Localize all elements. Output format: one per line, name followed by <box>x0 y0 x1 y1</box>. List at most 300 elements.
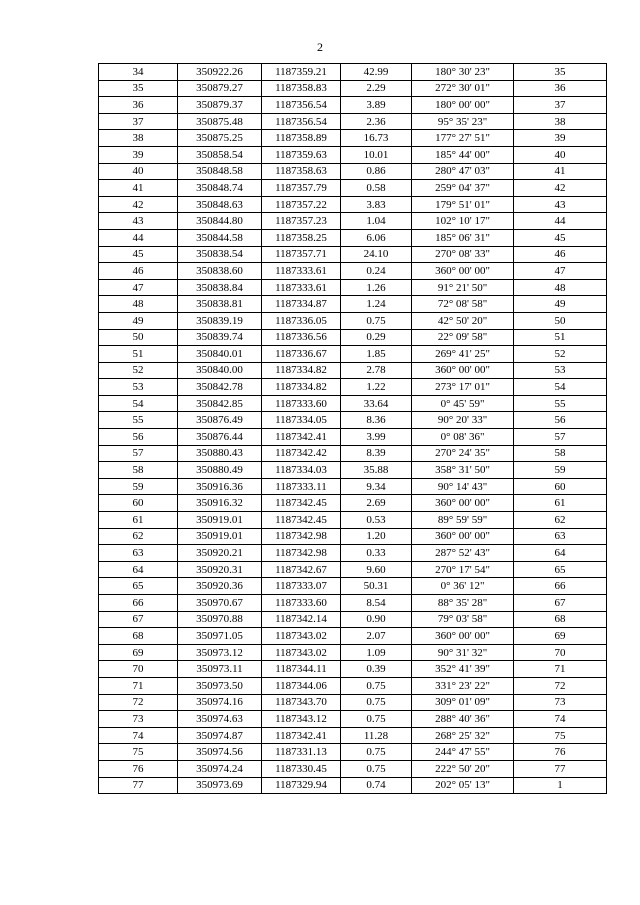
x-coordinate-cell: 350858.54 <box>178 146 262 163</box>
point-number-cell: 36 <box>99 97 178 114</box>
table-row <box>99 346 607 363</box>
point-number-cell: 34 <box>99 64 178 81</box>
distance-cell: 0.75 <box>341 711 412 728</box>
bearing-cell: 270° 17' 54" <box>412 561 514 578</box>
table-row <box>99 644 607 661</box>
table-row <box>99 130 607 147</box>
x-coordinate-cell: 350916.36 <box>178 478 262 495</box>
point-number-cell: 49 <box>99 312 178 329</box>
point-number-cell: 38 <box>99 130 178 147</box>
y-coordinate-cell: 1187334.82 <box>262 379 341 396</box>
next-point-cell: 62 <box>514 512 607 529</box>
bearing-cell: 22° 09' 58" <box>412 329 514 346</box>
bearing-cell: 72° 08' 58" <box>412 296 514 313</box>
distance-cell: 8.54 <box>341 595 412 612</box>
next-point-cell: 63 <box>514 528 607 545</box>
bearing-cell: 287° 52' 43" <box>412 545 514 562</box>
y-coordinate-cell: 1187357.79 <box>262 180 341 197</box>
x-coordinate-cell: 350922.26 <box>178 64 262 81</box>
distance-cell: 11.28 <box>341 727 412 744</box>
bearing-cell: 309° 01' 09" <box>412 694 514 711</box>
bearing-cell: 180° 00' 00" <box>412 97 514 114</box>
next-point-cell: 59 <box>514 462 607 479</box>
point-number-cell: 72 <box>99 694 178 711</box>
y-coordinate-cell: 1187334.82 <box>262 362 341 379</box>
y-coordinate-cell: 1187331.13 <box>262 744 341 761</box>
next-point-cell: 77 <box>514 760 607 777</box>
y-coordinate-cell: 1187330.45 <box>262 760 341 777</box>
y-coordinate-cell: 1187342.41 <box>262 429 341 446</box>
x-coordinate-cell: 350970.67 <box>178 595 262 612</box>
point-number-cell: 45 <box>99 246 178 263</box>
x-coordinate-cell: 350974.63 <box>178 711 262 728</box>
table-row <box>99 661 607 678</box>
y-coordinate-cell: 1187358.63 <box>262 163 341 180</box>
next-point-cell: 72 <box>514 677 607 694</box>
table-row <box>99 229 607 246</box>
y-coordinate-cell: 1187343.02 <box>262 644 341 661</box>
next-point-cell: 67 <box>514 595 607 612</box>
point-number-cell: 51 <box>99 346 178 363</box>
bearing-cell: 91° 21' 50" <box>412 279 514 296</box>
point-number-cell: 56 <box>99 429 178 446</box>
next-point-cell: 52 <box>514 346 607 363</box>
distance-cell: 0.58 <box>341 180 412 197</box>
bearing-cell: 88° 35' 28" <box>412 595 514 612</box>
x-coordinate-cell: 350838.54 <box>178 246 262 263</box>
x-coordinate-cell: 350973.12 <box>178 644 262 661</box>
point-number-cell: 57 <box>99 445 178 462</box>
point-number-cell: 50 <box>99 329 178 346</box>
bearing-cell: 185° 44' 00" <box>412 146 514 163</box>
x-coordinate-cell: 350844.58 <box>178 229 262 246</box>
next-point-cell: 55 <box>514 395 607 412</box>
x-coordinate-cell: 350919.01 <box>178 528 262 545</box>
point-number-cell: 60 <box>99 495 178 512</box>
next-point-cell: 50 <box>514 312 607 329</box>
table-row <box>99 279 607 296</box>
point-number-cell: 77 <box>99 777 178 794</box>
y-coordinate-cell: 1187358.89 <box>262 130 341 147</box>
x-coordinate-cell: 350840.00 <box>178 362 262 379</box>
y-coordinate-cell: 1187356.54 <box>262 113 341 130</box>
table-row <box>99 611 607 628</box>
point-number-cell: 52 <box>99 362 178 379</box>
x-coordinate-cell: 350920.21 <box>178 545 262 562</box>
y-coordinate-cell: 1187342.45 <box>262 495 341 512</box>
point-number-cell: 68 <box>99 628 178 645</box>
x-coordinate-cell: 350973.50 <box>178 677 262 694</box>
y-coordinate-cell: 1187334.03 <box>262 462 341 479</box>
point-number-cell: 35 <box>99 80 178 97</box>
distance-cell: 3.99 <box>341 429 412 446</box>
y-coordinate-cell: 1187342.42 <box>262 445 341 462</box>
point-number-cell: 65 <box>99 578 178 595</box>
bearing-cell: 360° 00' 00" <box>412 362 514 379</box>
table-row <box>99 711 607 728</box>
y-coordinate-cell: 1187333.60 <box>262 595 341 612</box>
x-coordinate-cell: 350839.74 <box>178 329 262 346</box>
y-coordinate-cell: 1187334.87 <box>262 296 341 313</box>
next-point-cell: 44 <box>514 213 607 230</box>
y-coordinate-cell: 1187358.83 <box>262 80 341 97</box>
next-point-cell: 43 <box>514 196 607 213</box>
y-coordinate-cell: 1187336.56 <box>262 329 341 346</box>
x-coordinate-cell: 350974.16 <box>178 694 262 711</box>
point-number-cell: 43 <box>99 213 178 230</box>
point-number-cell: 75 <box>99 744 178 761</box>
bearing-cell: 42° 50' 20" <box>412 312 514 329</box>
table-row <box>99 395 607 412</box>
distance-cell: 0.90 <box>341 611 412 628</box>
x-coordinate-cell: 350875.48 <box>178 113 262 130</box>
y-coordinate-cell: 1187342.45 <box>262 512 341 529</box>
distance-cell: 0.24 <box>341 263 412 280</box>
next-point-cell: 38 <box>514 113 607 130</box>
next-point-cell: 47 <box>514 263 607 280</box>
x-coordinate-cell: 350880.43 <box>178 445 262 462</box>
distance-cell: 0.33 <box>341 545 412 562</box>
x-coordinate-cell: 350876.44 <box>178 429 262 446</box>
table-row <box>99 512 607 529</box>
bearing-cell: 180° 30' 23" <box>412 64 514 81</box>
x-coordinate-cell: 350848.58 <box>178 163 262 180</box>
distance-cell: 8.39 <box>341 445 412 462</box>
point-number-cell: 64 <box>99 561 178 578</box>
point-number-cell: 44 <box>99 229 178 246</box>
x-coordinate-cell: 350838.81 <box>178 296 262 313</box>
y-coordinate-cell: 1187358.25 <box>262 229 341 246</box>
y-coordinate-cell: 1187357.23 <box>262 213 341 230</box>
x-coordinate-cell: 350840.01 <box>178 346 262 363</box>
distance-cell: 3.89 <box>341 97 412 114</box>
point-number-cell: 47 <box>99 279 178 296</box>
x-coordinate-cell: 350876.49 <box>178 412 262 429</box>
point-number-cell: 66 <box>99 595 178 612</box>
point-number-cell: 71 <box>99 677 178 694</box>
bearing-cell: 89° 59' 59" <box>412 512 514 529</box>
x-coordinate-cell: 350971.05 <box>178 628 262 645</box>
table-row <box>99 263 607 280</box>
distance-cell: 10.01 <box>341 146 412 163</box>
next-point-cell: 65 <box>514 561 607 578</box>
x-coordinate-cell: 350842.85 <box>178 395 262 412</box>
table-row <box>99 163 607 180</box>
y-coordinate-cell: 1187342.67 <box>262 561 341 578</box>
y-coordinate-cell: 1187342.98 <box>262 545 341 562</box>
point-number-cell: 40 <box>99 163 178 180</box>
bearing-cell: 360° 00' 00" <box>412 628 514 645</box>
bearing-cell: 272° 30' 01" <box>412 80 514 97</box>
y-coordinate-cell: 1187359.63 <box>262 146 341 163</box>
point-number-cell: 42 <box>99 196 178 213</box>
y-coordinate-cell: 1187342.14 <box>262 611 341 628</box>
table-row <box>99 545 607 562</box>
point-number-cell: 62 <box>99 528 178 545</box>
bearing-cell: 268° 25' 32" <box>412 727 514 744</box>
distance-cell: 3.83 <box>341 196 412 213</box>
distance-cell: 0.75 <box>341 694 412 711</box>
point-number-cell: 63 <box>99 545 178 562</box>
y-coordinate-cell: 1187357.71 <box>262 246 341 263</box>
table-row <box>99 296 607 313</box>
table-row <box>99 677 607 694</box>
table-row <box>99 329 607 346</box>
x-coordinate-cell: 350974.87 <box>178 727 262 744</box>
bearing-cell: 90° 14' 43" <box>412 478 514 495</box>
point-number-cell: 76 <box>99 760 178 777</box>
bearing-cell: 0° 36' 12" <box>412 578 514 595</box>
bearing-cell: 352° 41' 39" <box>412 661 514 678</box>
next-point-cell: 46 <box>514 246 607 263</box>
next-point-cell: 70 <box>514 644 607 661</box>
x-coordinate-cell: 350970.88 <box>178 611 262 628</box>
table-row <box>99 64 607 81</box>
distance-cell: 1.04 <box>341 213 412 230</box>
table-row <box>99 80 607 97</box>
x-coordinate-cell: 350848.63 <box>178 196 262 213</box>
distance-cell: 0.75 <box>341 760 412 777</box>
table-row <box>99 628 607 645</box>
y-coordinate-cell: 1187342.98 <box>262 528 341 545</box>
bearing-cell: 269° 41' 25" <box>412 346 514 363</box>
table-row <box>99 744 607 761</box>
distance-cell: 6.06 <box>341 229 412 246</box>
y-coordinate-cell: 1187344.06 <box>262 677 341 694</box>
next-point-cell: 57 <box>514 429 607 446</box>
bearing-cell: 270° 24' 35" <box>412 445 514 462</box>
point-number-cell: 58 <box>99 462 178 479</box>
point-number-cell: 48 <box>99 296 178 313</box>
bearing-cell: 202° 05' 13" <box>412 777 514 794</box>
point-number-cell: 53 <box>99 379 178 396</box>
table-row <box>99 196 607 213</box>
point-number-cell: 37 <box>99 113 178 130</box>
bearing-cell: 222° 50' 20" <box>412 760 514 777</box>
x-coordinate-cell: 350919.01 <box>178 512 262 529</box>
next-point-cell: 66 <box>514 578 607 595</box>
distance-cell: 42.99 <box>341 64 412 81</box>
next-point-cell: 51 <box>514 329 607 346</box>
table-row <box>99 561 607 578</box>
point-number-cell: 70 <box>99 661 178 678</box>
y-coordinate-cell: 1187343.02 <box>262 628 341 645</box>
bearing-cell: 177° 27' 51" <box>412 130 514 147</box>
distance-cell: 0.53 <box>341 512 412 529</box>
distance-cell: 0.75 <box>341 312 412 329</box>
distance-cell: 35.88 <box>341 462 412 479</box>
table-row <box>99 213 607 230</box>
distance-cell: 16.73 <box>341 130 412 147</box>
x-coordinate-cell: 350879.27 <box>178 80 262 97</box>
point-number-cell: 73 <box>99 711 178 728</box>
distance-cell: 2.07 <box>341 628 412 645</box>
x-coordinate-cell: 350848.74 <box>178 180 262 197</box>
y-coordinate-cell: 1187333.11 <box>262 478 341 495</box>
next-point-cell: 40 <box>514 146 607 163</box>
bearing-cell: 280° 47' 03" <box>412 163 514 180</box>
distance-cell: 33.64 <box>341 395 412 412</box>
table-row <box>99 462 607 479</box>
y-coordinate-cell: 1187333.61 <box>262 279 341 296</box>
point-number-cell: 54 <box>99 395 178 412</box>
x-coordinate-cell: 350916.32 <box>178 495 262 512</box>
y-coordinate-cell: 1187334.05 <box>262 412 341 429</box>
point-number-cell: 67 <box>99 611 178 628</box>
distance-cell: 1.09 <box>341 644 412 661</box>
next-point-cell: 56 <box>514 412 607 429</box>
table-row <box>99 362 607 379</box>
x-coordinate-cell: 350880.49 <box>178 462 262 479</box>
coordinates-table-body <box>99 64 607 794</box>
next-point-cell: 37 <box>514 97 607 114</box>
next-point-cell: 35 <box>514 64 607 81</box>
x-coordinate-cell: 350879.37 <box>178 97 262 114</box>
y-coordinate-cell: 1187359.21 <box>262 64 341 81</box>
distance-cell: 0.39 <box>341 661 412 678</box>
table-row <box>99 595 607 612</box>
next-point-cell: 61 <box>514 495 607 512</box>
table-row <box>99 528 607 545</box>
distance-cell: 0.75 <box>341 677 412 694</box>
distance-cell: 2.29 <box>341 80 412 97</box>
distance-cell: 8.36 <box>341 412 412 429</box>
point-number-cell: 46 <box>99 263 178 280</box>
table-row <box>99 246 607 263</box>
table-row <box>99 760 607 777</box>
bearing-cell: 102° 10' 17" <box>412 213 514 230</box>
x-coordinate-cell: 350838.84 <box>178 279 262 296</box>
next-point-cell: 53 <box>514 362 607 379</box>
distance-cell: 1.26 <box>341 279 412 296</box>
distance-cell: 9.34 <box>341 478 412 495</box>
bearing-cell: 331° 23' 22" <box>412 677 514 694</box>
next-point-cell: 41 <box>514 163 607 180</box>
y-coordinate-cell: 1187356.54 <box>262 97 341 114</box>
next-point-cell: 42 <box>514 180 607 197</box>
y-coordinate-cell: 1187343.12 <box>262 711 341 728</box>
y-coordinate-cell: 1187333.61 <box>262 263 341 280</box>
x-coordinate-cell: 350973.11 <box>178 661 262 678</box>
distance-cell: 0.29 <box>341 329 412 346</box>
table-row <box>99 694 607 711</box>
distance-cell: 24.10 <box>341 246 412 263</box>
bearing-cell: 273° 17' 01" <box>412 379 514 396</box>
distance-cell: 1.85 <box>341 346 412 363</box>
coordinates-table <box>98 63 607 794</box>
next-point-cell: 1 <box>514 777 607 794</box>
point-number-cell: 41 <box>99 180 178 197</box>
x-coordinate-cell: 350974.24 <box>178 760 262 777</box>
next-point-cell: 58 <box>514 445 607 462</box>
distance-cell: 1.20 <box>341 528 412 545</box>
bearing-cell: 244° 47' 55" <box>412 744 514 761</box>
bearing-cell: 288° 40' 36" <box>412 711 514 728</box>
table-row <box>99 777 607 794</box>
y-coordinate-cell: 1187342.41 <box>262 727 341 744</box>
distance-cell: 1.22 <box>341 379 412 396</box>
point-number-cell: 74 <box>99 727 178 744</box>
table-row <box>99 97 607 114</box>
bearing-cell: 360° 00' 00" <box>412 263 514 280</box>
bearing-cell: 90° 20' 33" <box>412 412 514 429</box>
table-row <box>99 146 607 163</box>
next-point-cell: 39 <box>514 130 607 147</box>
y-coordinate-cell: 1187357.22 <box>262 196 341 213</box>
next-point-cell: 71 <box>514 661 607 678</box>
point-number-cell: 59 <box>99 478 178 495</box>
point-number-cell: 55 <box>99 412 178 429</box>
x-coordinate-cell: 350920.31 <box>178 561 262 578</box>
table-row <box>99 727 607 744</box>
distance-cell: 2.69 <box>341 495 412 512</box>
x-coordinate-cell: 350842.78 <box>178 379 262 396</box>
y-coordinate-cell: 1187343.70 <box>262 694 341 711</box>
x-coordinate-cell: 350875.25 <box>178 130 262 147</box>
table-row <box>99 113 607 130</box>
table-row <box>99 429 607 446</box>
y-coordinate-cell: 1187333.07 <box>262 578 341 595</box>
next-point-cell: 48 <box>514 279 607 296</box>
next-point-cell: 45 <box>514 229 607 246</box>
table-row <box>99 495 607 512</box>
table-row <box>99 412 607 429</box>
next-point-cell: 64 <box>514 545 607 562</box>
distance-cell: 50.31 <box>341 578 412 595</box>
next-point-cell: 74 <box>514 711 607 728</box>
next-point-cell: 73 <box>514 694 607 711</box>
y-coordinate-cell: 1187333.60 <box>262 395 341 412</box>
x-coordinate-cell: 350838.60 <box>178 263 262 280</box>
y-coordinate-cell: 1187336.67 <box>262 346 341 363</box>
distance-cell: 9.60 <box>341 561 412 578</box>
point-number-cell: 61 <box>99 512 178 529</box>
bearing-cell: 179° 51' 01" <box>412 196 514 213</box>
table-row <box>99 445 607 462</box>
x-coordinate-cell: 350920.36 <box>178 578 262 595</box>
bearing-cell: 90° 31' 32" <box>412 644 514 661</box>
point-number-cell: 39 <box>99 146 178 163</box>
next-point-cell: 75 <box>514 727 607 744</box>
bearing-cell: 259° 04' 37" <box>412 180 514 197</box>
bearing-cell: 79° 03' 58" <box>412 611 514 628</box>
next-point-cell: 49 <box>514 296 607 313</box>
table-row <box>99 478 607 495</box>
table-row <box>99 379 607 396</box>
next-point-cell: 69 <box>514 628 607 645</box>
bearing-cell: 0° 08' 36" <box>412 429 514 446</box>
y-coordinate-cell: 1187344.11 <box>262 661 341 678</box>
table-row <box>99 180 607 197</box>
bearing-cell: 270° 08' 33" <box>412 246 514 263</box>
distance-cell: 2.36 <box>341 113 412 130</box>
next-point-cell: 60 <box>514 478 607 495</box>
bearing-cell: 360° 00' 00" <box>412 528 514 545</box>
next-point-cell: 54 <box>514 379 607 396</box>
bearing-cell: 360° 00' 00" <box>412 495 514 512</box>
next-point-cell: 68 <box>514 611 607 628</box>
distance-cell: 1.24 <box>341 296 412 313</box>
table-row <box>99 578 607 595</box>
x-coordinate-cell: 350844.80 <box>178 213 262 230</box>
bearing-cell: 0° 45' 59" <box>412 395 514 412</box>
next-point-cell: 76 <box>514 744 607 761</box>
next-point-cell: 36 <box>514 80 607 97</box>
x-coordinate-cell: 350973.69 <box>178 777 262 794</box>
point-number-cell: 69 <box>99 644 178 661</box>
y-coordinate-cell: 1187329.94 <box>262 777 341 794</box>
table-row <box>99 312 607 329</box>
